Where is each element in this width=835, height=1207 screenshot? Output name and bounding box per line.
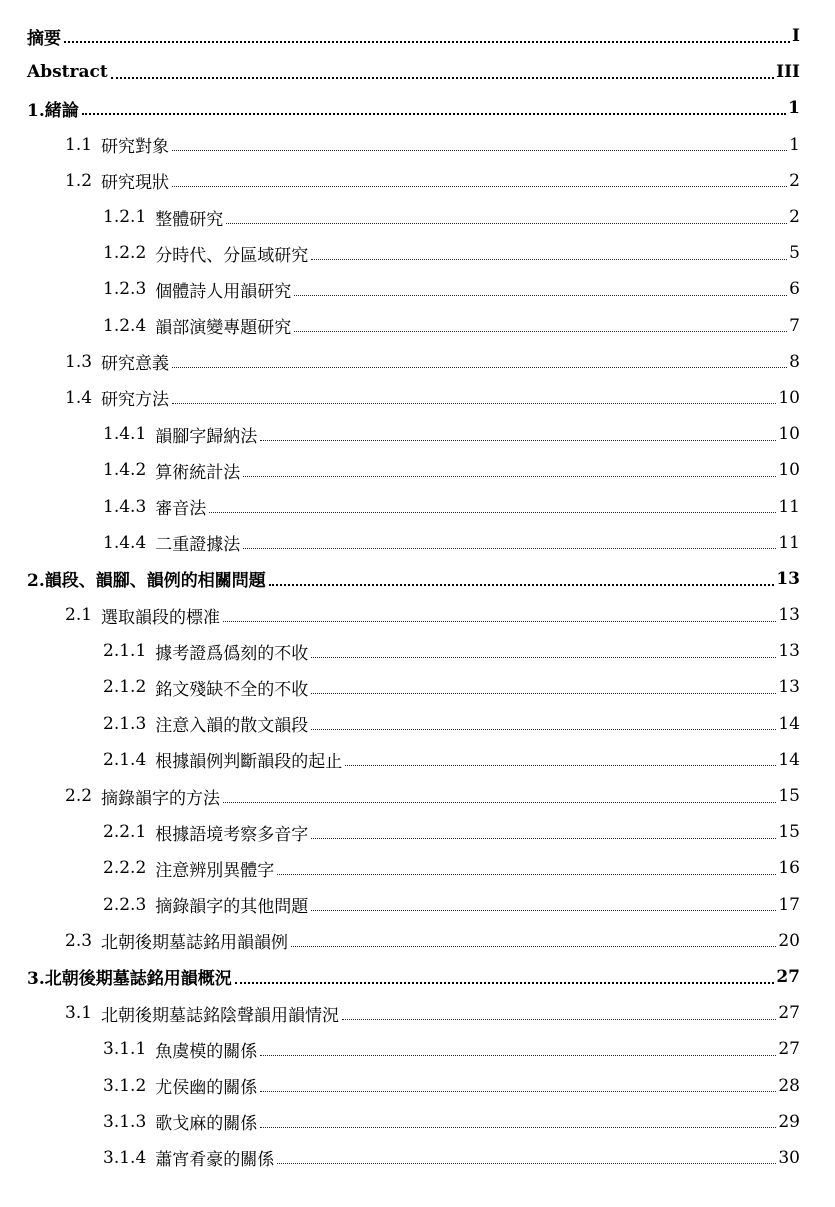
toc-entry-page-number: 15 <box>778 786 800 807</box>
toc-entry-page-number: 27 <box>778 1039 800 1060</box>
dot-leader <box>311 656 776 658</box>
toc-entry-title: 魚虞模的關係 <box>155 1041 258 1062</box>
dot-leader <box>277 1162 776 1164</box>
dot-leader <box>223 620 776 622</box>
toc-entry-page-number: 17 <box>778 894 800 915</box>
toc-entry-page-number: 6 <box>789 279 800 300</box>
toc-entry-title: 根據語境考察多音字 <box>155 824 309 845</box>
toc-entry-page-number: 11 <box>778 496 800 517</box>
toc-entry-title: 注意入韻的散文韻段 <box>155 716 309 737</box>
dot-leader <box>291 945 776 947</box>
toc-entry-title: 研究現狀 <box>101 173 170 194</box>
toc-entry[interactable] <box>27 1140 800 1176</box>
dot-leader <box>311 728 776 730</box>
dot-leader <box>172 149 787 151</box>
toc-entry[interactable] <box>27 995 800 1031</box>
toc-entry-page-number: 15 <box>778 822 800 843</box>
toc-entry-number: 3.1.4 <box>103 1147 147 1168</box>
toc-entry-number: 1.4.1 <box>103 424 147 445</box>
dot-leader <box>311 258 787 260</box>
toc-entry-title: 摘要 <box>27 28 61 49</box>
toc-entry-page-number: 8 <box>789 351 800 372</box>
toc-entry-title: 韻腳字歸納法 <box>155 426 258 447</box>
toc-entry-title: 尤侯幽的關係 <box>155 1078 258 1099</box>
toc-entry-page-number: 28 <box>778 1075 800 1096</box>
toc-entry[interactable] <box>27 525 800 561</box>
toc-entry-number: 3.1.1 <box>103 1039 147 1060</box>
toc-entry-number: 1.2.3 <box>103 279 147 300</box>
toc-entry-page-number: 10 <box>778 424 800 445</box>
toc-entry[interactable] <box>27 452 800 488</box>
toc-entry-page-number: 29 <box>778 1111 800 1132</box>
toc-entry-title: 根據韻例判斷韻段的起止 <box>155 752 343 773</box>
toc-entry-number: 2.2 <box>65 786 93 807</box>
dot-leader <box>82 112 786 115</box>
toc-entry[interactable] <box>27 1067 800 1103</box>
dot-leader <box>172 402 776 404</box>
toc-entry[interactable] <box>27 271 800 307</box>
toc-entry[interactable] <box>27 18 800 54</box>
toc-entry-page-number: 16 <box>778 858 800 879</box>
toc-entry-number: 2.3 <box>65 930 93 951</box>
toc-entry-number: 2.1.1 <box>103 641 147 662</box>
toc-entry-page-number: 30 <box>778 1147 800 1168</box>
toc-entry-title: 研究意義 <box>101 354 170 375</box>
toc-entry-title: 蕭宵肴豪的關係 <box>155 1150 275 1171</box>
toc-entry-title: Abstract <box>27 62 108 83</box>
dot-leader <box>294 330 787 332</box>
toc-entry[interactable] <box>27 1031 800 1067</box>
toc-entry[interactable] <box>27 597 800 633</box>
toc-entry[interactable] <box>27 814 800 850</box>
dot-leader <box>111 76 774 79</box>
toc-entry-title: 注意辨別異體字 <box>155 860 275 881</box>
toc-entry-page-number: 7 <box>789 315 800 336</box>
toc-entry[interactable] <box>27 850 800 886</box>
dot-leader <box>226 222 787 224</box>
toc-entry-title: 算術統計法 <box>155 462 241 483</box>
toc-entry-title: 歌戈麻的關係 <box>155 1114 258 1135</box>
toc-entry-number: 2.1 <box>65 605 93 626</box>
toc-entry[interactable] <box>27 90 800 126</box>
toc-entry-page-number: 27 <box>778 1003 800 1024</box>
toc-entry[interactable] <box>27 54 800 90</box>
dot-leader <box>243 547 776 549</box>
toc-entry[interactable] <box>27 669 800 705</box>
dot-leader <box>223 801 776 803</box>
toc-entry-page-number: 14 <box>778 749 800 770</box>
toc-entry-title: 3.北朝後期墓誌銘用韻概況 <box>27 969 232 990</box>
toc-entry-number: 1.2 <box>65 170 93 191</box>
toc-entry-number: 1.4.2 <box>103 460 147 481</box>
toc-entry[interactable] <box>27 380 800 416</box>
dot-leader <box>311 692 776 694</box>
dot-leader <box>260 439 776 441</box>
dot-leader <box>260 1090 776 1092</box>
dot-leader <box>260 1126 776 1128</box>
toc-entry-title: 分時代、分區域研究 <box>155 245 309 266</box>
toc-entry-page-number: 13 <box>778 605 800 626</box>
toc-entry-number: 3.1.2 <box>103 1075 147 1096</box>
toc-entry-page-number: 2 <box>789 170 800 191</box>
toc-entry-title: 據考證爲僞刻的不收 <box>155 643 309 664</box>
toc-entry[interactable] <box>27 308 800 344</box>
toc-entry[interactable] <box>27 706 800 742</box>
toc-entry-title: 研究對象 <box>101 137 170 158</box>
dot-leader <box>269 583 775 586</box>
toc-entry-title: 二重證據法 <box>155 535 241 556</box>
toc-entry-number: 1.3 <box>65 351 93 372</box>
toc-entry-number: 1.1 <box>65 134 93 155</box>
toc-entry-page-number: I <box>792 26 800 47</box>
toc-entry[interactable] <box>27 1104 800 1140</box>
toc-entry[interactable] <box>27 887 800 923</box>
toc-entry-page-number: 5 <box>789 243 800 264</box>
dot-leader <box>172 366 787 368</box>
toc-entry[interactable] <box>27 488 800 524</box>
toc-entry-title: 摘錄韻字的方法 <box>101 788 221 809</box>
toc-entry[interactable] <box>27 127 800 163</box>
dot-leader <box>311 837 776 839</box>
toc-entry-number: 2.1.4 <box>103 749 147 770</box>
dot-leader <box>209 511 776 513</box>
toc-entry-page-number: 13 <box>778 677 800 698</box>
toc-entry-number: 1.2.4 <box>103 315 147 336</box>
dot-leader <box>260 1054 776 1056</box>
toc-entry-title: 北朝後期墓誌銘陰聲韻用韻情況 <box>101 1005 340 1026</box>
toc-entry-number: 1.4 <box>65 387 93 408</box>
toc-entry-title: 北朝後期墓誌銘用韻韻例 <box>101 933 289 954</box>
toc-entry-page-number: 14 <box>778 713 800 734</box>
toc-entry[interactable] <box>27 235 800 271</box>
toc-entry-title: 整體研究 <box>155 209 224 230</box>
toc-entry-page-number: 13 <box>778 641 800 662</box>
toc-entry-number: 2.2.3 <box>103 894 147 915</box>
dot-leader <box>64 40 790 43</box>
toc-entry-title: 摘錄韻字的其他問題 <box>155 897 309 918</box>
toc-entry-page-number: 11 <box>778 532 800 553</box>
toc-entry-number: 2.2.2 <box>103 858 147 879</box>
toc-entry-page-number: 1 <box>788 98 800 119</box>
toc-entry-number: 2.1.3 <box>103 713 147 734</box>
table-of-contents <box>27 18 800 1176</box>
toc-entry-title: 韻部演變專題研究 <box>155 318 292 339</box>
toc-entry-title: 選取韻段的標准 <box>101 607 221 628</box>
toc-entry-title: 2.韻段、韻腳、韻例的相關問題 <box>27 571 266 592</box>
toc-entry-number: 1.2.1 <box>103 207 147 228</box>
toc-entry-number: 3.1.3 <box>103 1111 147 1132</box>
dot-leader <box>345 764 776 766</box>
toc-entry[interactable] <box>27 923 800 959</box>
toc-entry-title: 銘文殘缺不全的不收 <box>155 679 309 700</box>
dot-leader <box>243 475 776 477</box>
toc-entry[interactable] <box>27 633 800 669</box>
toc-entry[interactable] <box>27 344 800 380</box>
toc-entry[interactable] <box>27 561 800 597</box>
dot-leader <box>311 909 776 911</box>
dot-leader <box>172 185 787 187</box>
toc-entry-title: 1.緒論 <box>27 100 79 121</box>
dot-leader <box>277 873 776 875</box>
dot-leader <box>294 294 787 296</box>
toc-entry-title: 研究方法 <box>101 390 170 411</box>
toc-entry-number: 1.4.4 <box>103 532 147 553</box>
toc-entry-page-number: 20 <box>778 930 800 951</box>
toc-entry-page-number: 10 <box>778 460 800 481</box>
toc-entry-title: 個體詩人用韻研究 <box>155 281 292 302</box>
toc-entry[interactable] <box>27 199 800 235</box>
toc-entry-page-number: 10 <box>778 387 800 408</box>
toc-entry-number: 1.4.3 <box>103 496 147 517</box>
toc-entry-number: 1.2.2 <box>103 243 147 264</box>
toc-entry-number: 2.1.2 <box>103 677 147 698</box>
toc-entry[interactable] <box>27 778 800 814</box>
toc-entry-page-number: 13 <box>776 568 800 589</box>
toc-entry-title: 審音法 <box>155 499 207 520</box>
toc-entry-page-number: III <box>776 62 800 83</box>
toc-entry[interactable] <box>27 742 800 778</box>
toc-entry[interactable] <box>27 959 800 995</box>
toc-entry[interactable] <box>27 163 800 199</box>
dot-leader <box>342 1018 776 1020</box>
dot-leader <box>235 981 775 984</box>
toc-entry-number: 3.1 <box>65 1003 93 1024</box>
toc-entry-page-number: 2 <box>789 207 800 228</box>
toc-entry-page-number: 27 <box>776 966 800 987</box>
toc-entry[interactable] <box>27 416 800 452</box>
toc-entry-number: 2.2.1 <box>103 822 147 843</box>
toc-entry-page-number: 1 <box>789 134 800 155</box>
